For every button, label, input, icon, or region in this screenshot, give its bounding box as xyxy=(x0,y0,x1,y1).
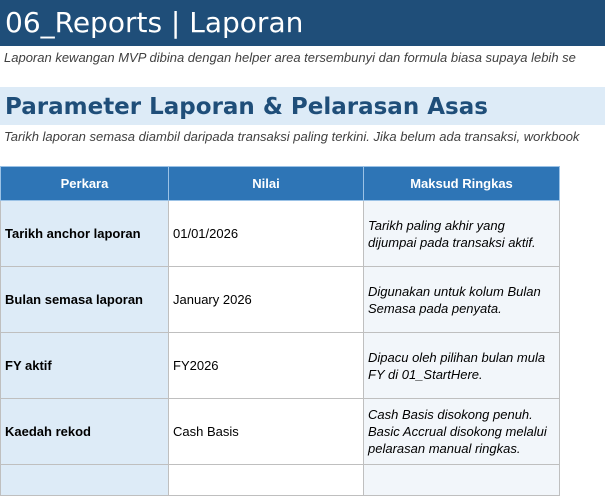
parameter-table xyxy=(0,166,560,496)
section-note: Tarikh laporan semasa diambil daripada transaksi paling terkini. Jika belum ada transaksi, workbook xyxy=(4,129,580,144)
table-row xyxy=(1,465,560,496)
cell-description[interactable] xyxy=(364,465,560,496)
cell-item[interactable]: Tarikh anchor laporan xyxy=(1,201,169,267)
cell-value[interactable]: Cash Basis xyxy=(169,399,364,465)
sheet-subtitle: Laporan kewangan MVP dibina dengan helper area tersembunyi dan formula biasa supaya lebih se xyxy=(4,50,576,65)
column-header-perkara[interactable]: Perkara xyxy=(1,167,169,201)
cell-description[interactable]: Digunakan untuk kolum Bulan Semasa pada penyata. xyxy=(364,267,560,333)
cell-item[interactable] xyxy=(1,465,169,496)
cell-description[interactable]: Cash Basis disokong penuh. Basic Accrual disokong melalui pelarasan manual ringkas. xyxy=(364,399,560,465)
table-row xyxy=(1,333,560,399)
cell-value[interactable]: January 2026 xyxy=(169,267,364,333)
table-row xyxy=(1,201,560,267)
sheet-title: 06_Reports | Laporan xyxy=(0,0,605,46)
cell-description[interactable]: Tarikh paling akhir yang dijumpai pada transaksi aktif. xyxy=(364,201,560,267)
column-header-nilai[interactable]: Nilai xyxy=(169,167,364,201)
section-header xyxy=(0,87,605,125)
column-header-maksud[interactable]: Maksud Ringkas xyxy=(364,167,560,201)
table-row xyxy=(1,399,560,465)
table-header-row xyxy=(1,167,560,201)
cell-value[interactable]: 01/01/2026 xyxy=(169,201,364,267)
cell-item[interactable]: Kaedah rekod xyxy=(1,399,169,465)
table-row xyxy=(1,267,560,333)
cell-description[interactable]: Dipacu oleh pilihan bulan mula FY di 01_StartHere. xyxy=(364,333,560,399)
cell-item[interactable]: Bulan semasa laporan xyxy=(1,267,169,333)
section-title: Parameter Laporan & Pelarasan Asas xyxy=(5,94,488,120)
cell-value[interactable] xyxy=(169,465,364,496)
cell-value[interactable]: FY2026 xyxy=(169,333,364,399)
cell-item[interactable]: FY aktif xyxy=(1,333,169,399)
